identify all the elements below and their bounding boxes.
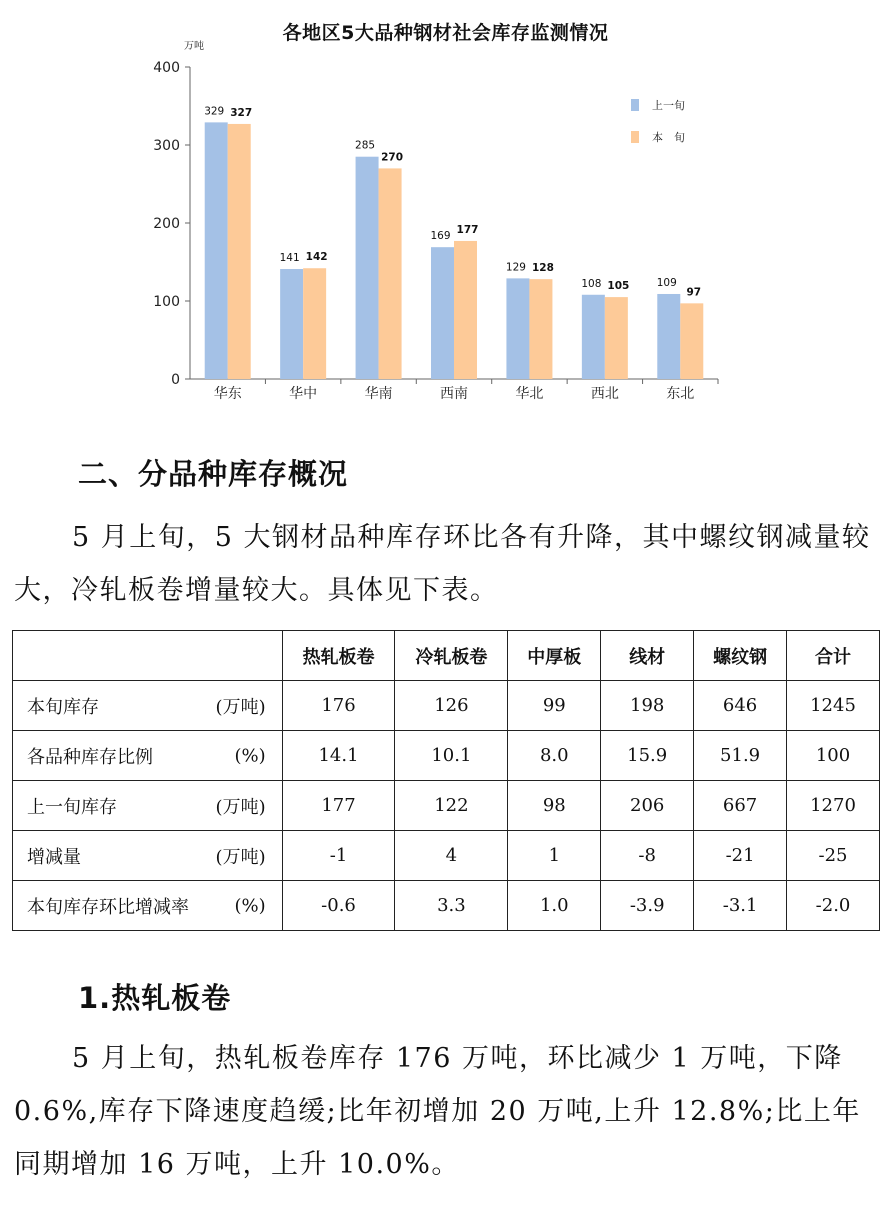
- legend-swatch: [631, 99, 639, 111]
- table-cell: 15.9: [601, 731, 694, 781]
- table-header-cell: 冷轧板卷: [395, 631, 508, 681]
- bar: [657, 294, 680, 379]
- bar-chart: [0, 0, 891, 420]
- table-cell: -25: [787, 831, 880, 881]
- row-label-cell: [13, 731, 283, 781]
- table-cell: 99: [508, 681, 601, 731]
- bar: [280, 269, 303, 379]
- legend-label: 上一旬: [652, 99, 685, 112]
- bar: [582, 295, 605, 379]
- table-cell: 3.3: [395, 881, 508, 931]
- table-row: [13, 731, 880, 781]
- row-label-cell: [13, 831, 283, 881]
- row-label: 上一旬库存: [27, 796, 117, 818]
- y-tick-label: 0: [171, 372, 180, 388]
- row-unit: (万吨): [215, 696, 266, 718]
- table-cell: 10.1: [395, 731, 508, 781]
- table-row: [13, 681, 880, 731]
- table-cell: -21: [694, 831, 787, 881]
- table-cell: 646: [694, 681, 787, 731]
- x-tick-label: 西北: [590, 386, 619, 402]
- table-header-cell: 螺纹钢: [694, 631, 787, 681]
- data-label: 169: [430, 230, 451, 243]
- row-label: 各品种库存比例: [27, 746, 153, 768]
- table-cell: 51.9: [694, 731, 787, 781]
- data-label: 327: [230, 106, 253, 119]
- table-row: [13, 881, 880, 931]
- data-label: 329: [204, 105, 225, 118]
- row-unit: (%): [234, 745, 266, 766]
- row-label-cell: [13, 781, 283, 831]
- x-tick-label: 华中: [289, 386, 318, 402]
- table-cell: 14.1: [282, 731, 395, 781]
- bar: [506, 278, 529, 379]
- table-cell: 1: [508, 831, 601, 881]
- table-header-cell: 线材: [601, 631, 694, 681]
- inventory-table: [12, 630, 880, 931]
- table-cell: 8.0: [508, 731, 601, 781]
- row-unit: (万吨): [215, 796, 266, 818]
- bar: [431, 247, 454, 379]
- table-header-cell: 热轧板卷: [282, 631, 395, 681]
- subsection-paragraph: 5 月上旬，热轧板卷库存 176 万吨，环比减少 1 万吨，下降 0.6%,库存下降速度趋缓;比年初增加 20 万吨,上升 12.8%;比上年同期增加 16 万吨，上升 10.0%。: [14, 1043, 861, 1180]
- bar: [605, 297, 628, 379]
- table-cell: 1245: [787, 681, 880, 731]
- section-heading: 二、分品种库存概况: [78, 457, 349, 491]
- row-unit: (万吨): [215, 846, 266, 868]
- bar: [228, 124, 251, 379]
- section-paragraph: 5 月上旬，5 大钢材品种库存环比各有升降，其中螺纹钢减量较大，冷轧板卷增量较大。具体见下表。: [14, 522, 871, 606]
- row-unit: (%): [234, 895, 266, 916]
- y-axis-unit-label: 万吨: [184, 41, 204, 52]
- table-cell: 4: [395, 831, 508, 881]
- data-label: 270: [381, 151, 404, 164]
- data-label: 97: [686, 286, 702, 299]
- data-label: 129: [505, 261, 526, 274]
- table-cell: 177: [282, 781, 395, 831]
- table-cell: 206: [601, 781, 694, 831]
- y-tick-label: 300: [153, 138, 180, 154]
- table-cell: 100: [787, 731, 880, 781]
- subsection-heading: 1.热轧板卷: [78, 981, 232, 1015]
- bar: [529, 279, 552, 379]
- x-tick-label: 华南: [364, 386, 393, 402]
- table-cell: -3.1: [694, 881, 787, 931]
- data-label: 109: [656, 276, 677, 289]
- legend-swatch: [631, 131, 639, 143]
- chart-title: 各地区5大品种钢材社会库存监测情况: [282, 22, 609, 44]
- row-label: 本旬库存: [27, 696, 99, 718]
- data-label: 108: [581, 277, 602, 290]
- data-label: 285: [355, 139, 376, 152]
- row-label-cell: [13, 881, 283, 931]
- table-cell: 667: [694, 781, 787, 831]
- bar: [379, 168, 402, 379]
- data-label: 177: [456, 223, 479, 236]
- x-tick-label: 西南: [440, 386, 468, 402]
- table-header-cell: [13, 631, 283, 681]
- table-cell: 126: [395, 681, 508, 731]
- table-cell: 98: [508, 781, 601, 831]
- table-header-cell: 中厚板: [508, 631, 601, 681]
- y-tick-label: 100: [153, 294, 180, 310]
- x-tick-label: 东北: [666, 386, 695, 402]
- table-row: [13, 831, 880, 881]
- table-cell: 198: [601, 681, 694, 731]
- table-cell: -0.6: [282, 881, 395, 931]
- table-cell: -8: [601, 831, 694, 881]
- row-label: 增减量: [27, 846, 81, 868]
- legend-label: 本 旬: [652, 131, 685, 144]
- table-cell: 1.0: [508, 881, 601, 931]
- table-cell: 1270: [787, 781, 880, 831]
- table-cell: -2.0: [787, 881, 880, 931]
- bar: [303, 268, 326, 379]
- table-cell: -1: [282, 831, 395, 881]
- data-label: 142: [305, 251, 328, 264]
- bar: [205, 122, 228, 379]
- bar: [680, 303, 703, 379]
- data-label: 141: [279, 252, 300, 265]
- x-tick-label: 华东: [213, 386, 242, 402]
- table-header-cell: 合计: [787, 631, 880, 681]
- table-cell: 176: [282, 681, 395, 731]
- bar: [356, 157, 379, 379]
- data-label: 128: [531, 262, 554, 275]
- bar: [454, 241, 477, 379]
- table-row: [13, 781, 880, 831]
- y-tick-label: 200: [153, 216, 180, 232]
- row-label: 本旬库存环比增减率: [27, 896, 189, 918]
- table-cell: -3.9: [601, 881, 694, 931]
- y-tick-label: 400: [153, 60, 180, 76]
- x-tick-label: 华北: [515, 386, 544, 402]
- table-cell: 122: [395, 781, 508, 831]
- table-header-row: [13, 631, 880, 681]
- row-label-cell: [13, 681, 283, 731]
- data-label: 105: [607, 280, 630, 293]
